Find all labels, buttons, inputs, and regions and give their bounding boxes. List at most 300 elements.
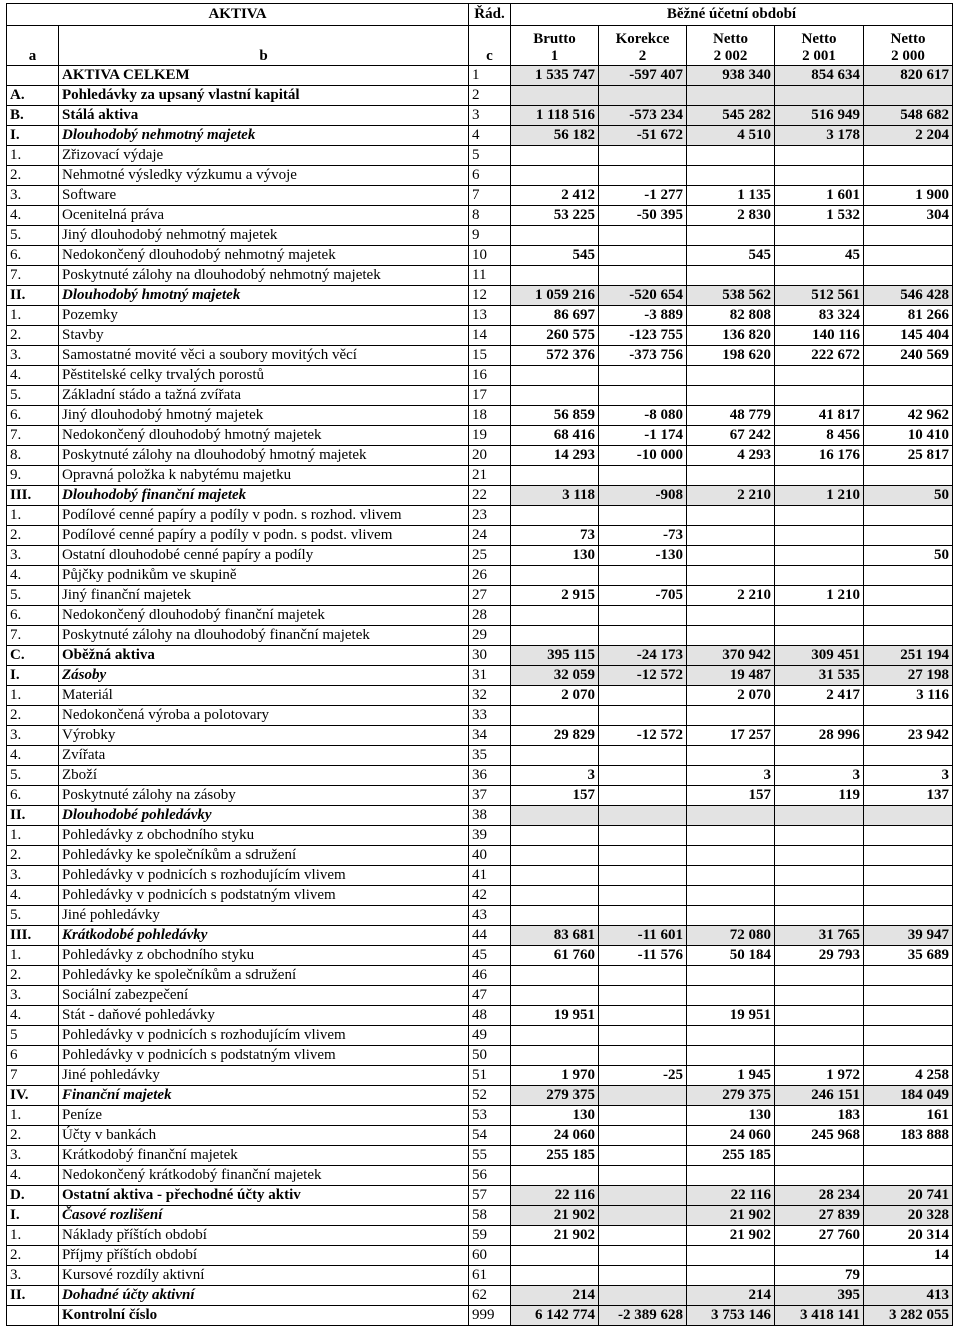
value-netto-prev1: 395 bbox=[775, 1286, 864, 1306]
value-korekce bbox=[599, 986, 687, 1006]
table-row bbox=[7, 706, 953, 726]
row-label: Pozemky bbox=[59, 306, 469, 326]
header-brutto-label: Brutto bbox=[533, 31, 576, 47]
header-netto-current bbox=[687, 26, 775, 66]
row-number: 39 bbox=[469, 826, 511, 846]
table-row bbox=[7, 566, 953, 586]
row-code: 6 bbox=[7, 1046, 59, 1066]
row-label: Pohledávky ke společníkům a sdružení bbox=[59, 846, 469, 866]
row-number: 15 bbox=[469, 346, 511, 366]
value-netto-prev1 bbox=[775, 746, 864, 766]
row-number: 58 bbox=[469, 1206, 511, 1226]
value-brutto bbox=[511, 806, 599, 826]
value-brutto: 2 070 bbox=[511, 686, 599, 706]
value-netto-current: 3 753 146 bbox=[687, 1306, 775, 1326]
row-code: B. bbox=[7, 106, 59, 126]
row-number: 52 bbox=[469, 1086, 511, 1106]
value-netto-prev2 bbox=[864, 1006, 953, 1026]
value-korekce: -10 000 bbox=[599, 446, 687, 466]
row-number: 36 bbox=[469, 766, 511, 786]
value-netto-prev1: 28 234 bbox=[775, 1186, 864, 1206]
value-brutto: 19 951 bbox=[511, 1006, 599, 1026]
row-label: Příjmy příštích období bbox=[59, 1246, 469, 1266]
table-row bbox=[7, 1166, 953, 1186]
row-number: 9 bbox=[469, 226, 511, 246]
row-code: 5. bbox=[7, 766, 59, 786]
value-netto-prev1 bbox=[775, 86, 864, 106]
value-netto-prev2 bbox=[864, 526, 953, 546]
value-netto-current bbox=[687, 366, 775, 386]
row-number: 18 bbox=[469, 406, 511, 426]
value-brutto: 6 142 774 bbox=[511, 1306, 599, 1326]
row-code: 7. bbox=[7, 266, 59, 286]
value-korekce bbox=[599, 786, 687, 806]
row-code: 5. bbox=[7, 386, 59, 406]
value-netto-current: 19 487 bbox=[687, 666, 775, 686]
value-korekce bbox=[599, 806, 687, 826]
header-col-a: a bbox=[7, 26, 59, 66]
value-netto-prev2: 14 bbox=[864, 1246, 953, 1266]
row-number: 1 bbox=[469, 66, 511, 86]
value-netto-current bbox=[687, 706, 775, 726]
value-netto-prev2 bbox=[864, 826, 953, 846]
table-row bbox=[7, 226, 953, 246]
row-number: 53 bbox=[469, 1106, 511, 1126]
value-netto-prev1: 27 839 bbox=[775, 1206, 864, 1226]
row-code: 4. bbox=[7, 886, 59, 906]
value-korekce: -11 576 bbox=[599, 946, 687, 966]
table-row bbox=[7, 1246, 953, 1266]
value-korekce bbox=[599, 466, 687, 486]
value-netto-current bbox=[687, 566, 775, 586]
value-brutto: 1 970 bbox=[511, 1066, 599, 1086]
table-row bbox=[7, 606, 953, 626]
table-row bbox=[7, 806, 953, 826]
value-brutto: 2 412 bbox=[511, 186, 599, 206]
row-number: 40 bbox=[469, 846, 511, 866]
value-brutto: 22 116 bbox=[511, 1186, 599, 1206]
row-code: 1. bbox=[7, 506, 59, 526]
value-netto-current bbox=[687, 1246, 775, 1266]
value-korekce bbox=[599, 746, 687, 766]
row-number: 55 bbox=[469, 1146, 511, 1166]
value-korekce bbox=[599, 146, 687, 166]
value-netto-prev1 bbox=[775, 466, 864, 486]
value-netto-prev1 bbox=[775, 386, 864, 406]
table-row bbox=[7, 1186, 953, 1206]
header-netto-prev1 bbox=[775, 26, 864, 66]
header-aktiva: AKTIVA bbox=[7, 4, 469, 26]
value-korekce bbox=[599, 846, 687, 866]
header-netto-year: 2 002 bbox=[713, 48, 748, 64]
value-netto-prev2 bbox=[864, 906, 953, 926]
value-netto-current bbox=[687, 866, 775, 886]
row-label: Ostatní aktiva - přechodné účty aktiv bbox=[59, 1186, 469, 1206]
row-code: I. bbox=[7, 666, 59, 686]
value-netto-prev1 bbox=[775, 1246, 864, 1266]
value-netto-current: 4 510 bbox=[687, 126, 775, 146]
value-netto-current bbox=[687, 986, 775, 1006]
value-netto-prev2: 546 428 bbox=[864, 286, 953, 306]
value-netto-prev2 bbox=[864, 746, 953, 766]
value-netto-prev2: 251 194 bbox=[864, 646, 953, 666]
value-korekce: -573 234 bbox=[599, 106, 687, 126]
row-code: 1. bbox=[7, 1106, 59, 1126]
value-netto-current: 67 242 bbox=[687, 426, 775, 446]
table-row bbox=[7, 206, 953, 226]
row-label: Materiál bbox=[59, 686, 469, 706]
value-netto-current: 198 620 bbox=[687, 346, 775, 366]
row-number: 6 bbox=[469, 166, 511, 186]
row-number: 51 bbox=[469, 1066, 511, 1086]
value-korekce: -11 601 bbox=[599, 926, 687, 946]
value-netto-prev1: 45 bbox=[775, 246, 864, 266]
value-korekce: -3 889 bbox=[599, 306, 687, 326]
table-row bbox=[7, 1146, 953, 1166]
value-netto-prev1 bbox=[775, 626, 864, 646]
value-brutto bbox=[511, 1246, 599, 1266]
value-brutto: 73 bbox=[511, 526, 599, 546]
value-brutto: 68 416 bbox=[511, 426, 599, 446]
value-netto-current: 130 bbox=[687, 1106, 775, 1126]
row-label: Pohledávky za upsaný vlastní kapitál bbox=[59, 86, 469, 106]
table-row bbox=[7, 286, 953, 306]
value-korekce: -908 bbox=[599, 486, 687, 506]
row-code: 5. bbox=[7, 906, 59, 926]
value-netto-current: 82 808 bbox=[687, 306, 775, 326]
value-korekce bbox=[599, 886, 687, 906]
value-netto-prev1 bbox=[775, 906, 864, 926]
value-brutto: 279 375 bbox=[511, 1086, 599, 1106]
value-netto-prev1 bbox=[775, 566, 864, 586]
row-code: 3. bbox=[7, 546, 59, 566]
value-korekce bbox=[599, 246, 687, 266]
value-netto-current: 24 060 bbox=[687, 1126, 775, 1146]
value-netto-prev2: 23 942 bbox=[864, 726, 953, 746]
value-netto-current: 2 070 bbox=[687, 686, 775, 706]
table-row bbox=[7, 386, 953, 406]
row-number: 3 bbox=[469, 106, 511, 126]
row-label: Pohledávky v podnicích s podstatným vlivem bbox=[59, 886, 469, 906]
value-netto-prev1: 29 793 bbox=[775, 946, 864, 966]
table-row bbox=[7, 726, 953, 746]
row-label: Ocenitelná práva bbox=[59, 206, 469, 226]
value-netto-prev1: 1 972 bbox=[775, 1066, 864, 1086]
value-brutto: 545 bbox=[511, 246, 599, 266]
value-netto-current: 22 116 bbox=[687, 1186, 775, 1206]
row-number: 19 bbox=[469, 426, 511, 446]
table-row bbox=[7, 946, 953, 966]
row-code: II. bbox=[7, 806, 59, 826]
row-number: 60 bbox=[469, 1246, 511, 1266]
value-netto-current: 538 562 bbox=[687, 286, 775, 306]
row-code: I. bbox=[7, 1206, 59, 1226]
value-netto-prev1: 1 210 bbox=[775, 586, 864, 606]
row-number: 12 bbox=[469, 286, 511, 306]
value-netto-prev2: 42 962 bbox=[864, 406, 953, 426]
value-netto-prev2 bbox=[864, 866, 953, 886]
value-netto-prev1 bbox=[775, 1146, 864, 1166]
value-korekce bbox=[599, 1266, 687, 1286]
row-number: 41 bbox=[469, 866, 511, 886]
value-brutto: 1 118 516 bbox=[511, 106, 599, 126]
value-netto-prev2 bbox=[864, 806, 953, 826]
row-code: 1. bbox=[7, 146, 59, 166]
value-netto-prev1: 140 116 bbox=[775, 326, 864, 346]
table-row bbox=[7, 846, 953, 866]
value-netto-current bbox=[687, 546, 775, 566]
row-label: Účty v bankách bbox=[59, 1126, 469, 1146]
row-number: 29 bbox=[469, 626, 511, 646]
value-netto-current: 72 080 bbox=[687, 926, 775, 946]
value-netto-current: 1 945 bbox=[687, 1066, 775, 1086]
value-netto-current bbox=[687, 966, 775, 986]
value-brutto: 61 760 bbox=[511, 946, 599, 966]
value-brutto: 255 185 bbox=[511, 1146, 599, 1166]
row-label: Poskytnuté zálohy na dlouhodobý finanční majetek bbox=[59, 626, 469, 646]
value-netto-prev2 bbox=[864, 886, 953, 906]
row-label: Náklady příštích období bbox=[59, 1226, 469, 1246]
row-label: Nedokončený dlouhodobý hmotný majetek bbox=[59, 426, 469, 446]
row-code: 5 bbox=[7, 1026, 59, 1046]
value-netto-prev1: 27 760 bbox=[775, 1226, 864, 1246]
value-netto-prev1: 8 456 bbox=[775, 426, 864, 446]
value-netto-prev1: 1 532 bbox=[775, 206, 864, 226]
value-netto-prev1: 31 765 bbox=[775, 926, 864, 946]
value-brutto: 32 059 bbox=[511, 666, 599, 686]
header-col-b: b bbox=[59, 26, 469, 66]
value-netto-current: 21 902 bbox=[687, 1226, 775, 1246]
row-label: Ostatní dlouhodobé cenné papíry a podíly bbox=[59, 546, 469, 566]
value-korekce bbox=[599, 566, 687, 586]
value-netto-prev2: 50 bbox=[864, 486, 953, 506]
row-number: 35 bbox=[469, 746, 511, 766]
value-korekce: -597 407 bbox=[599, 66, 687, 86]
value-netto-current: 19 951 bbox=[687, 1006, 775, 1026]
row-code: 2. bbox=[7, 326, 59, 346]
row-code: II. bbox=[7, 1286, 59, 1306]
value-netto-prev1 bbox=[775, 166, 864, 186]
value-netto-prev1: 3 bbox=[775, 766, 864, 786]
value-brutto: 2 915 bbox=[511, 586, 599, 606]
row-label: Výrobky bbox=[59, 726, 469, 746]
row-code: 4. bbox=[7, 1006, 59, 1026]
row-number: 31 bbox=[469, 666, 511, 686]
value-netto-prev2 bbox=[864, 226, 953, 246]
row-label: Pohledávky v podnicích s podstatným vlivem bbox=[59, 1046, 469, 1066]
value-brutto: 395 115 bbox=[511, 646, 599, 666]
value-netto-prev2: 161 bbox=[864, 1106, 953, 1126]
row-number: 10 bbox=[469, 246, 511, 266]
value-netto-prev2: 3 282 055 bbox=[864, 1306, 953, 1326]
value-netto-prev2: 20 328 bbox=[864, 1206, 953, 1226]
value-netto-prev1: 31 535 bbox=[775, 666, 864, 686]
table-row bbox=[7, 326, 953, 346]
table-row bbox=[7, 366, 953, 386]
table-row bbox=[7, 1126, 953, 1146]
value-korekce bbox=[599, 826, 687, 846]
row-number: 30 bbox=[469, 646, 511, 666]
row-code: 3. bbox=[7, 986, 59, 1006]
row-label: Poskytnuté zálohy na zásoby bbox=[59, 786, 469, 806]
table-row bbox=[7, 1226, 953, 1246]
table-row bbox=[7, 306, 953, 326]
row-label: Samostatné movité věci a soubory movitých věcí bbox=[59, 346, 469, 366]
row-number: 46 bbox=[469, 966, 511, 986]
header-korekce-label: Korekce bbox=[615, 31, 670, 47]
row-label: Zřizovací výdaje bbox=[59, 146, 469, 166]
value-brutto: 260 575 bbox=[511, 326, 599, 346]
row-label: Pohledávky v podnicích s rozhodujícím vlivem bbox=[59, 866, 469, 886]
balance-sheet-table bbox=[6, 3, 953, 1326]
value-korekce: -73 bbox=[599, 526, 687, 546]
value-netto-current: 2 210 bbox=[687, 586, 775, 606]
row-number: 14 bbox=[469, 326, 511, 346]
row-label: Dlouhodobé pohledávky bbox=[59, 806, 469, 826]
header-netto-label: Netto bbox=[801, 31, 837, 47]
row-code: C. bbox=[7, 646, 59, 666]
value-netto-prev1: 79 bbox=[775, 1266, 864, 1286]
row-number: 21 bbox=[469, 466, 511, 486]
value-brutto bbox=[511, 1026, 599, 1046]
header-korekce bbox=[599, 26, 687, 66]
row-number: 42 bbox=[469, 886, 511, 906]
value-korekce: -2 389 628 bbox=[599, 1306, 687, 1326]
value-netto-current: 3 bbox=[687, 766, 775, 786]
row-label: Nedokončená výroba a polotovary bbox=[59, 706, 469, 726]
value-brutto bbox=[511, 226, 599, 246]
value-korekce: -12 572 bbox=[599, 666, 687, 686]
value-brutto bbox=[511, 1166, 599, 1186]
value-netto-current: 938 340 bbox=[687, 66, 775, 86]
row-code: 2. bbox=[7, 1126, 59, 1146]
table-row bbox=[7, 786, 953, 806]
row-label: Jiný dlouhodobý hmotný majetek bbox=[59, 406, 469, 426]
row-number: 54 bbox=[469, 1126, 511, 1146]
value-netto-prev2 bbox=[864, 86, 953, 106]
value-netto-prev1 bbox=[775, 266, 864, 286]
value-netto-current: 279 375 bbox=[687, 1086, 775, 1106]
value-brutto bbox=[511, 866, 599, 886]
value-korekce: -123 755 bbox=[599, 326, 687, 346]
row-label: Dlouhodobý nehmotný majetek bbox=[59, 126, 469, 146]
value-netto-prev2: 39 947 bbox=[864, 926, 953, 946]
value-netto-prev1: 1 601 bbox=[775, 186, 864, 206]
value-korekce bbox=[599, 1146, 687, 1166]
row-code: D. bbox=[7, 1186, 59, 1206]
header-netto-label: Netto bbox=[890, 31, 926, 47]
table-row bbox=[7, 586, 953, 606]
value-netto-current: 370 942 bbox=[687, 646, 775, 666]
row-label: Finanční majetek bbox=[59, 1086, 469, 1106]
value-korekce bbox=[599, 386, 687, 406]
value-brutto bbox=[511, 146, 599, 166]
value-korekce: -51 672 bbox=[599, 126, 687, 146]
value-korekce bbox=[599, 1286, 687, 1306]
value-netto-prev1: 854 634 bbox=[775, 66, 864, 86]
row-code: 4. bbox=[7, 206, 59, 226]
value-netto-current bbox=[687, 146, 775, 166]
value-korekce bbox=[599, 1026, 687, 1046]
value-korekce: -25 bbox=[599, 1066, 687, 1086]
table-row bbox=[7, 826, 953, 846]
row-code: 3. bbox=[7, 1266, 59, 1286]
row-number: 57 bbox=[469, 1186, 511, 1206]
value-netto-prev2 bbox=[864, 366, 953, 386]
row-code: 5. bbox=[7, 586, 59, 606]
value-netto-prev1 bbox=[775, 886, 864, 906]
value-korekce bbox=[599, 506, 687, 526]
row-code: 7 bbox=[7, 1066, 59, 1086]
value-netto-prev2: 184 049 bbox=[864, 1086, 953, 1106]
row-label: Nehmotné výsledky výzkumu a vývoje bbox=[59, 166, 469, 186]
value-brutto bbox=[511, 986, 599, 1006]
value-korekce bbox=[599, 626, 687, 646]
value-netto-current bbox=[687, 626, 775, 646]
row-code: 2. bbox=[7, 166, 59, 186]
value-netto-prev1 bbox=[775, 826, 864, 846]
value-netto-prev2: 25 817 bbox=[864, 446, 953, 466]
value-korekce: -130 bbox=[599, 546, 687, 566]
table-row bbox=[7, 446, 953, 466]
value-netto-prev2: 1 900 bbox=[864, 186, 953, 206]
value-netto-prev1 bbox=[775, 1046, 864, 1066]
value-netto-prev1: 2 417 bbox=[775, 686, 864, 706]
row-number: 28 bbox=[469, 606, 511, 626]
value-brutto: 86 697 bbox=[511, 306, 599, 326]
table-row bbox=[7, 766, 953, 786]
row-code: 1. bbox=[7, 826, 59, 846]
value-netto-prev2 bbox=[864, 386, 953, 406]
row-number: 22 bbox=[469, 486, 511, 506]
value-netto-prev2 bbox=[864, 1266, 953, 1286]
value-netto-prev1 bbox=[775, 546, 864, 566]
value-netto-prev2 bbox=[864, 966, 953, 986]
value-netto-prev1: 1 210 bbox=[775, 486, 864, 506]
table-row bbox=[7, 466, 953, 486]
value-brutto bbox=[511, 466, 599, 486]
value-netto-prev1 bbox=[775, 846, 864, 866]
table-row bbox=[7, 1266, 953, 1286]
row-label: Sociální zabezpečení bbox=[59, 986, 469, 1006]
row-code bbox=[7, 66, 59, 86]
table-row bbox=[7, 86, 953, 106]
value-korekce bbox=[599, 1046, 687, 1066]
value-netto-current bbox=[687, 1266, 775, 1286]
value-netto-prev2 bbox=[864, 626, 953, 646]
row-label: Dlouhodobý hmotný majetek bbox=[59, 286, 469, 306]
row-label: Zvířata bbox=[59, 746, 469, 766]
value-netto-prev2: 413 bbox=[864, 1286, 953, 1306]
row-label: Krátkodobé pohledávky bbox=[59, 926, 469, 946]
value-korekce bbox=[599, 906, 687, 926]
row-number: 5 bbox=[469, 146, 511, 166]
value-korekce bbox=[599, 606, 687, 626]
value-netto-prev2: 2 204 bbox=[864, 126, 953, 146]
value-brutto bbox=[511, 166, 599, 186]
header-col-c: c bbox=[469, 26, 511, 66]
table-row bbox=[7, 526, 953, 546]
value-korekce bbox=[599, 1166, 687, 1186]
value-netto-prev1 bbox=[775, 806, 864, 826]
row-label: Základní stádo a tažná zvířata bbox=[59, 386, 469, 406]
value-netto-prev1 bbox=[775, 706, 864, 726]
value-netto-prev2 bbox=[864, 246, 953, 266]
table-row bbox=[7, 126, 953, 146]
row-number: 43 bbox=[469, 906, 511, 926]
value-netto-prev1 bbox=[775, 226, 864, 246]
row-label: Nedokončený krátkodobý finanční majetek bbox=[59, 1166, 469, 1186]
